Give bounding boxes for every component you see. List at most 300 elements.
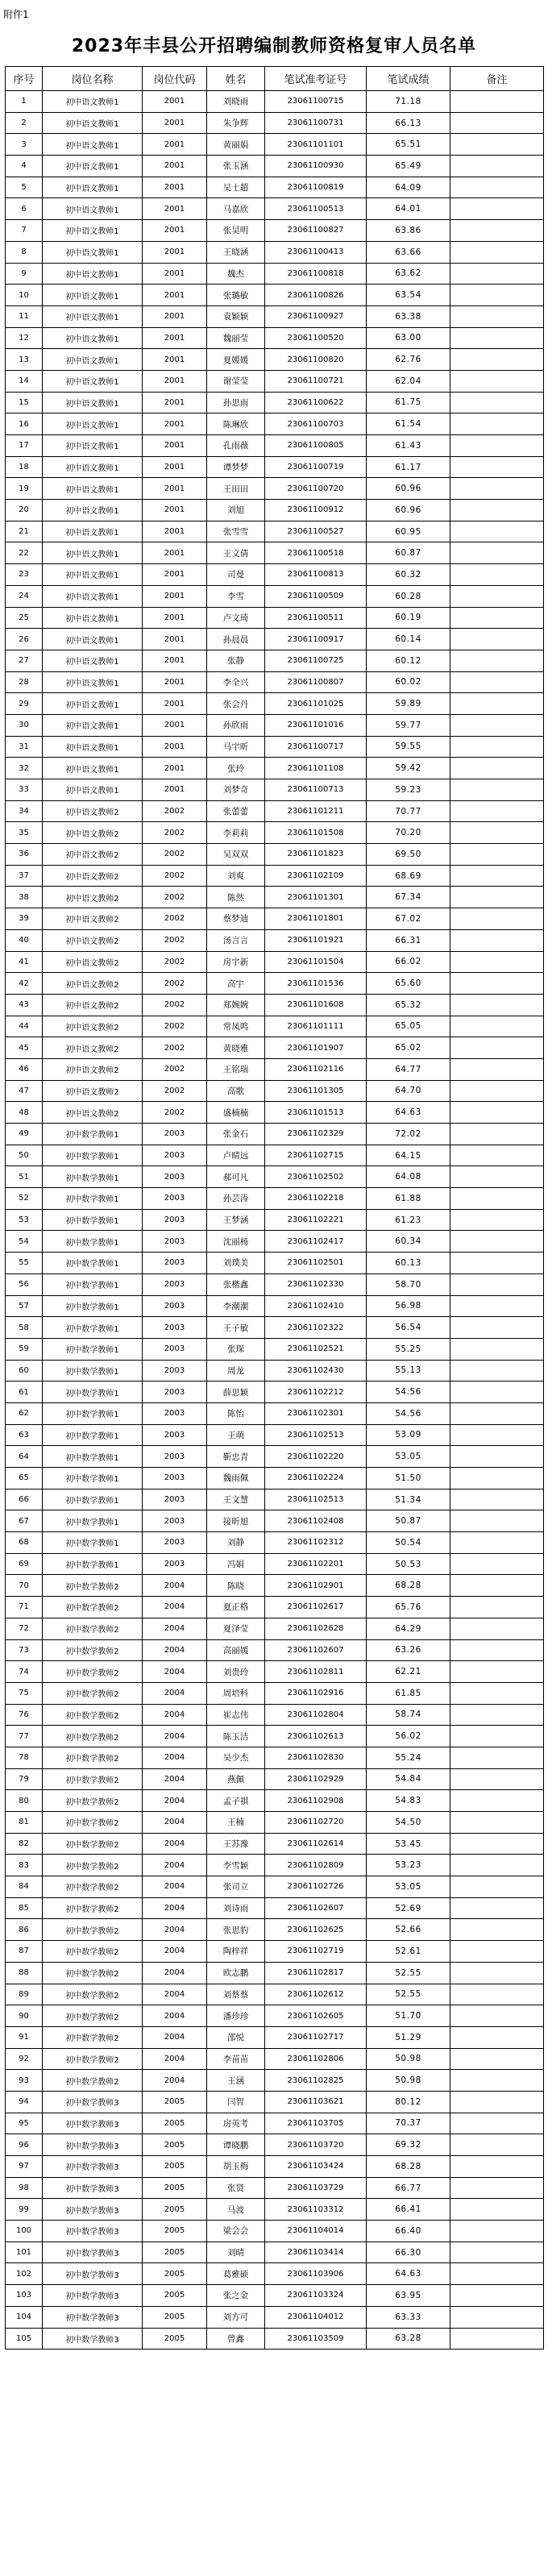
cell-name: 吴士超 bbox=[207, 177, 265, 198]
cell-position-code: 2001 bbox=[143, 779, 207, 801]
cell-remarks bbox=[450, 1704, 544, 1726]
cell-name: 张司立 bbox=[207, 1876, 265, 1898]
table-row bbox=[6, 650, 544, 671]
cell-position-code: 2004 bbox=[143, 1618, 207, 1639]
cell-exam-score: 64.70 bbox=[367, 1080, 450, 1102]
cell-remarks bbox=[450, 714, 544, 736]
cell-exam-ticket: 23061101025 bbox=[265, 693, 367, 715]
table-row bbox=[6, 1726, 544, 1747]
cell-remarks bbox=[450, 1124, 544, 1145]
table-row bbox=[6, 2263, 544, 2285]
cell-position-name: 初中数学教师3 bbox=[43, 2242, 143, 2263]
table-row bbox=[6, 521, 544, 542]
cell-name: 房英考 bbox=[207, 2113, 265, 2134]
cell-exam-score: 60.02 bbox=[367, 671, 450, 693]
cell-exam-score: 61.23 bbox=[367, 1209, 450, 1231]
cell-index: 94 bbox=[6, 2091, 43, 2113]
cell-index: 21 bbox=[6, 521, 43, 542]
cell-position-code: 2003 bbox=[143, 1402, 207, 1424]
cell-exam-score: 69.50 bbox=[367, 844, 450, 866]
cell-position-name: 初中数学教师2 bbox=[43, 1575, 143, 1597]
cell-remarks bbox=[450, 779, 544, 801]
cell-position-name: 初中数学教师1 bbox=[43, 1295, 143, 1317]
cell-index: 43 bbox=[6, 994, 43, 1016]
cell-name: 孟子祺 bbox=[207, 1790, 265, 1812]
cell-name: 魏丽莹 bbox=[207, 327, 265, 349]
table-row bbox=[6, 1295, 544, 1317]
cell-name: 胡玉梅 bbox=[207, 2156, 265, 2178]
cell-exam-score: 65.02 bbox=[367, 1037, 450, 1059]
cell-position-code: 2001 bbox=[143, 327, 207, 349]
cell-remarks bbox=[450, 1016, 544, 1037]
cell-exam-score: 65.51 bbox=[367, 134, 450, 156]
cell-exam-score: 60.32 bbox=[367, 564, 450, 586]
cell-position-name: 初中数学教师2 bbox=[43, 1984, 143, 2005]
cell-exam-ticket: 23061104014 bbox=[265, 2221, 367, 2242]
cell-index: 75 bbox=[6, 1682, 43, 1704]
table-row bbox=[6, 1124, 544, 1145]
cell-position-name: 初中语文教师1 bbox=[43, 392, 143, 413]
cell-name: 崔志伟 bbox=[207, 1704, 265, 1726]
cell-index: 60 bbox=[6, 1360, 43, 1381]
cell-index: 6 bbox=[6, 198, 43, 220]
cell-position-code: 2004 bbox=[143, 1768, 207, 1790]
table-row bbox=[6, 220, 544, 242]
table-row bbox=[6, 2005, 544, 2027]
table-row bbox=[6, 1360, 544, 1381]
cell-exam-score: 53.45 bbox=[367, 1833, 450, 1855]
cell-position-name: 初中数学教师2 bbox=[43, 2070, 143, 2092]
cell-position-code: 2002 bbox=[143, 908, 207, 930]
cell-remarks bbox=[450, 1597, 544, 1618]
cell-index: 89 bbox=[6, 1984, 43, 2005]
cell-position-code: 2002 bbox=[143, 865, 207, 887]
cell-position-name: 初中语文教师1 bbox=[43, 134, 143, 156]
cell-position-code: 2004 bbox=[143, 1812, 207, 1834]
cell-position-code: 2002 bbox=[143, 1058, 207, 1080]
cell-position-name: 初中数学教师3 bbox=[43, 2306, 143, 2328]
cell-exam-score: 52.55 bbox=[367, 1984, 450, 2005]
cell-position-name: 初中数学教师2 bbox=[43, 1790, 143, 1812]
table-body bbox=[6, 91, 544, 2350]
table-row bbox=[6, 908, 544, 930]
cell-exam-score: 59.42 bbox=[367, 758, 450, 779]
cell-exam-ticket: 23061100930 bbox=[265, 156, 367, 177]
cell-exam-ticket: 23061103705 bbox=[265, 2113, 367, 2134]
cell-remarks bbox=[450, 542, 544, 564]
cell-exam-ticket: 23061101513 bbox=[265, 1102, 367, 1124]
cell-exam-score: 60.96 bbox=[367, 478, 450, 500]
cell-exam-ticket: 23061102628 bbox=[265, 1618, 367, 1639]
cell-exam-ticket: 23061101907 bbox=[265, 1037, 367, 1059]
cell-position-code: 2003 bbox=[143, 1317, 207, 1339]
cell-position-name: 初中数学教师2 bbox=[43, 2026, 143, 2048]
cell-exam-ticket: 23061100518 bbox=[265, 542, 367, 564]
cell-remarks bbox=[450, 1941, 544, 1963]
cell-remarks bbox=[450, 908, 544, 930]
cell-remarks bbox=[450, 1510, 544, 1532]
table-row bbox=[6, 1510, 544, 1532]
cell-exam-ticket: 23061103312 bbox=[265, 2199, 367, 2221]
cell-name: 闫智 bbox=[207, 2091, 265, 2113]
cell-exam-score: 60.14 bbox=[367, 629, 450, 650]
cell-name: 刘璞美 bbox=[207, 1253, 265, 1274]
cell-name: 欧志鹏 bbox=[207, 1962, 265, 1984]
cell-position-code: 2004 bbox=[143, 2048, 207, 2070]
cell-exam-score: 63.86 bbox=[367, 220, 450, 242]
cell-exam-score: 54.50 bbox=[367, 1812, 450, 1834]
cell-position-code: 2001 bbox=[143, 134, 207, 156]
cell-exam-ticket: 23061102908 bbox=[265, 1790, 367, 1812]
cell-index: 61 bbox=[6, 1381, 43, 1403]
cell-exam-score: 62.76 bbox=[367, 349, 450, 371]
cell-index: 51 bbox=[6, 1166, 43, 1188]
table-row bbox=[6, 1855, 544, 1876]
cell-name: 李苗苗 bbox=[207, 2048, 265, 2070]
table-row bbox=[6, 736, 544, 758]
cell-remarks bbox=[450, 844, 544, 866]
cell-exam-ticket: 23061100509 bbox=[265, 585, 367, 607]
cell-index: 67 bbox=[6, 1510, 43, 1532]
cell-position-name: 初中语文教师1 bbox=[43, 585, 143, 607]
cell-position-code: 2005 bbox=[143, 2328, 207, 2350]
table-row bbox=[6, 887, 544, 908]
cell-position-name: 初中数学教师1 bbox=[43, 1446, 143, 1468]
cell-index: 84 bbox=[6, 1876, 43, 1898]
cell-position-code: 2001 bbox=[143, 693, 207, 715]
cell-index: 47 bbox=[6, 1080, 43, 1102]
cell-position-code: 2001 bbox=[143, 112, 207, 134]
cell-position-name: 初中语文教师1 bbox=[43, 327, 143, 349]
cell-exam-ticket: 23061102830 bbox=[265, 1747, 367, 1768]
cell-remarks bbox=[450, 736, 544, 758]
cell-index: 64 bbox=[6, 1446, 43, 1468]
cell-name: 接昕旭 bbox=[207, 1510, 265, 1532]
cell-exam-ticket: 23061103424 bbox=[265, 2156, 367, 2178]
cell-position-code: 2004 bbox=[143, 1747, 207, 1768]
cell-remarks bbox=[450, 865, 544, 887]
cell-position-name: 初中语文教师2 bbox=[43, 887, 143, 908]
header-exam-ticket: 笔试准考证号 bbox=[265, 67, 367, 91]
cell-position-name: 初中语文教师2 bbox=[43, 951, 143, 973]
cell-remarks bbox=[450, 1768, 544, 1790]
table-row bbox=[6, 2091, 544, 2113]
cell-exam-ticket: 23061102201 bbox=[265, 1553, 367, 1575]
cell-position-name: 初中数学教师2 bbox=[43, 1812, 143, 1834]
cell-position-code: 2003 bbox=[143, 1532, 207, 1554]
cell-exam-ticket: 23061100721 bbox=[265, 370, 367, 392]
cell-index: 71 bbox=[6, 1597, 43, 1618]
cell-remarks bbox=[450, 263, 544, 285]
cell-name: 刘晴 bbox=[207, 2242, 265, 2263]
cell-exam-score: 52.66 bbox=[367, 1919, 450, 1941]
cell-index: 80 bbox=[6, 1790, 43, 1812]
cell-name: 张玲 bbox=[207, 758, 265, 779]
cell-position-code: 2001 bbox=[143, 607, 207, 629]
cell-exam-score: 64.08 bbox=[367, 1166, 450, 1188]
cell-exam-ticket: 23061100511 bbox=[265, 607, 367, 629]
cell-position-name: 初中语文教师1 bbox=[43, 435, 143, 457]
cell-position-name: 初中语文教师2 bbox=[43, 822, 143, 844]
table-row bbox=[6, 2048, 544, 2070]
cell-name: 黄丽娟 bbox=[207, 134, 265, 156]
table-row bbox=[6, 585, 544, 607]
cell-exam-score: 61.75 bbox=[367, 392, 450, 413]
cell-name: 孙欣雨 bbox=[207, 714, 265, 736]
table-row bbox=[6, 1682, 544, 1704]
cell-exam-score: 53.23 bbox=[367, 1855, 450, 1876]
cell-name: 张玉涵 bbox=[207, 156, 265, 177]
cell-position-code: 2004 bbox=[143, 2070, 207, 2092]
cell-remarks bbox=[450, 758, 544, 779]
cell-position-code: 2005 bbox=[143, 2156, 207, 2178]
cell-remarks bbox=[450, 1682, 544, 1704]
cell-exam-score: 62.21 bbox=[367, 1661, 450, 1683]
cell-position-code: 2004 bbox=[143, 1790, 207, 1812]
cell-position-name: 初中数学教师1 bbox=[43, 1360, 143, 1381]
cell-exam-score: 56.98 bbox=[367, 1295, 450, 1317]
cell-exam-score: 50.53 bbox=[367, 1553, 450, 1575]
table-row bbox=[6, 1919, 544, 1941]
cell-name: 靳忠青 bbox=[207, 1446, 265, 1468]
cell-remarks bbox=[450, 1402, 544, 1424]
table-row bbox=[6, 500, 544, 521]
cell-remarks bbox=[450, 285, 544, 306]
table-row bbox=[6, 156, 544, 177]
cell-position-name: 初中语文教师1 bbox=[43, 370, 143, 392]
cell-position-code: 2002 bbox=[143, 1016, 207, 1037]
cell-index: 81 bbox=[6, 1812, 43, 1834]
cell-remarks bbox=[450, 2177, 544, 2199]
cell-name: 刘蔡蔡 bbox=[207, 1984, 265, 2005]
cell-name: 张金石 bbox=[207, 1124, 265, 1145]
cell-exam-ticket: 23061102513 bbox=[265, 1424, 367, 1446]
cell-name: 孙芸涛 bbox=[207, 1188, 265, 1210]
cell-position-name: 初中语文教师2 bbox=[43, 844, 143, 866]
cell-index: 69 bbox=[6, 1553, 43, 1575]
cell-exam-ticket: 23061101101 bbox=[265, 134, 367, 156]
cell-index: 70 bbox=[6, 1575, 43, 1597]
cell-remarks bbox=[450, 1532, 544, 1554]
cell-index: 45 bbox=[6, 1037, 43, 1059]
cell-index: 34 bbox=[6, 800, 43, 822]
cell-index: 91 bbox=[6, 2026, 43, 2048]
cell-name: 邵悦 bbox=[207, 2026, 265, 2048]
cell-name: 魏杰 bbox=[207, 263, 265, 285]
cell-index: 4 bbox=[6, 156, 43, 177]
table-row bbox=[6, 413, 544, 435]
cell-position-code: 2001 bbox=[143, 758, 207, 779]
cell-index: 65 bbox=[6, 1468, 43, 1490]
cell-remarks bbox=[450, 2005, 544, 2027]
cell-remarks bbox=[450, 2328, 544, 2350]
cell-index: 49 bbox=[6, 1124, 43, 1145]
table-row bbox=[6, 1812, 544, 1834]
table-row bbox=[6, 478, 544, 500]
cell-exam-score: 72.02 bbox=[367, 1124, 450, 1145]
cell-index: 96 bbox=[6, 2134, 43, 2156]
cell-position-name: 初中语文教师1 bbox=[43, 198, 143, 220]
table-row bbox=[6, 1489, 544, 1510]
cell-exam-ticket: 23061103729 bbox=[265, 2177, 367, 2199]
cell-exam-score: 67.02 bbox=[367, 908, 450, 930]
table-row bbox=[6, 241, 544, 263]
cell-index: 41 bbox=[6, 951, 43, 973]
cell-name: 夏正格 bbox=[207, 1597, 265, 1618]
table-row bbox=[6, 2156, 544, 2178]
table-row bbox=[6, 2070, 544, 2092]
cell-remarks bbox=[450, 2199, 544, 2221]
cell-position-name: 初中数学教师2 bbox=[43, 1704, 143, 1726]
cell-exam-ticket: 23061100827 bbox=[265, 220, 367, 242]
cell-position-code: 2003 bbox=[143, 1468, 207, 1490]
cell-exam-ticket: 23061101211 bbox=[265, 800, 367, 822]
cell-exam-score: 55.13 bbox=[367, 1360, 450, 1381]
cell-exam-score: 53.05 bbox=[367, 1446, 450, 1468]
cell-exam-ticket: 23061102116 bbox=[265, 1058, 367, 1080]
cell-index: 103 bbox=[6, 2285, 43, 2307]
cell-position-name: 初中数学教师3 bbox=[43, 2177, 143, 2199]
table-row bbox=[6, 2177, 544, 2199]
table-row bbox=[6, 564, 544, 586]
cell-index: 37 bbox=[6, 865, 43, 887]
cell-exam-score: 70.37 bbox=[367, 2113, 450, 2134]
cell-index: 92 bbox=[6, 2048, 43, 2070]
cell-position-code: 2005 bbox=[143, 2134, 207, 2156]
table-row bbox=[6, 2134, 544, 2156]
cell-exam-ticket: 23061102613 bbox=[265, 1726, 367, 1747]
cell-exam-score: 60.87 bbox=[367, 542, 450, 564]
cell-name: 李雪颖 bbox=[207, 1855, 265, 1876]
cell-remarks bbox=[450, 413, 544, 435]
cell-exam-ticket: 23061102916 bbox=[265, 1682, 367, 1704]
cell-index: 52 bbox=[6, 1188, 43, 1210]
cell-position-name: 初中数学教师3 bbox=[43, 2263, 143, 2285]
cell-exam-ticket: 23061101016 bbox=[265, 714, 367, 736]
cell-exam-ticket: 23061100819 bbox=[265, 177, 367, 198]
page-title: 2023年丰县公开招聘编制教师资格复审人员名单 bbox=[71, 36, 477, 56]
cell-name: 蔡梦迪 bbox=[207, 908, 265, 930]
cell-name: 张蕾蕾 bbox=[207, 800, 265, 822]
cell-position-name: 初中语文教师2 bbox=[43, 1102, 143, 1124]
cell-position-name: 初中数学教师2 bbox=[43, 1919, 143, 1941]
table-header-row bbox=[6, 67, 544, 91]
table-row bbox=[6, 1639, 544, 1661]
cell-position-name: 初中语文教师2 bbox=[43, 908, 143, 930]
cell-position-name: 初中语文教师1 bbox=[43, 156, 143, 177]
cell-index: 1 bbox=[6, 91, 43, 113]
table-row bbox=[6, 2221, 544, 2242]
cell-exam-ticket: 23061100731 bbox=[265, 112, 367, 134]
table-row bbox=[6, 929, 544, 951]
cell-position-name: 初中数学教师1 bbox=[43, 1424, 143, 1446]
table-row bbox=[6, 1273, 544, 1295]
cell-name: 葛雅硕 bbox=[207, 2263, 265, 2285]
cell-exam-score: 60.12 bbox=[367, 650, 450, 671]
cell-exam-ticket: 23061103414 bbox=[265, 2242, 367, 2263]
cell-index: 2 bbox=[6, 112, 43, 134]
cell-name: 王梦涵 bbox=[207, 1209, 265, 1231]
cell-exam-score: 64.09 bbox=[367, 177, 450, 198]
cell-remarks bbox=[450, 671, 544, 693]
cell-position-code: 2005 bbox=[143, 2199, 207, 2221]
cell-remarks bbox=[450, 91, 544, 113]
cell-remarks bbox=[450, 1639, 544, 1661]
cell-exam-ticket: 23061100813 bbox=[265, 564, 367, 586]
cell-name: 李全兴 bbox=[207, 671, 265, 693]
table-row bbox=[6, 865, 544, 887]
cell-position-code: 2003 bbox=[143, 1553, 207, 1575]
cell-exam-ticket: 23061102109 bbox=[265, 865, 367, 887]
cell-exam-score: 63.95 bbox=[367, 2285, 450, 2307]
cell-exam-score: 65.60 bbox=[367, 973, 450, 995]
table-row bbox=[6, 822, 544, 844]
cell-position-code: 2005 bbox=[143, 2306, 207, 2328]
cell-index: 29 bbox=[6, 693, 43, 715]
cell-position-code: 2005 bbox=[143, 2113, 207, 2134]
cell-position-code: 2003 bbox=[143, 1489, 207, 1510]
cell-exam-ticket: 23061102430 bbox=[265, 1360, 367, 1381]
cell-position-name: 初中语文教师2 bbox=[43, 994, 143, 1016]
cell-exam-ticket: 23061100927 bbox=[265, 305, 367, 327]
cell-remarks bbox=[450, 1984, 544, 2005]
cell-position-name: 初中语文教师1 bbox=[43, 714, 143, 736]
cell-exam-ticket: 23061101504 bbox=[265, 951, 367, 973]
cell-exam-score: 66.41 bbox=[367, 2199, 450, 2221]
cell-index: 72 bbox=[6, 1618, 43, 1639]
cell-position-code: 2003 bbox=[143, 1510, 207, 1532]
cell-exam-ticket: 23061102224 bbox=[265, 1468, 367, 1490]
cell-remarks bbox=[450, 1381, 544, 1403]
cell-remarks bbox=[450, 2242, 544, 2263]
cell-exam-ticket: 23061101823 bbox=[265, 844, 367, 866]
cell-name: 马宇昕 bbox=[207, 736, 265, 758]
cell-name: 王涵 bbox=[207, 2070, 265, 2092]
cell-index: 55 bbox=[6, 1253, 43, 1274]
cell-index: 19 bbox=[6, 478, 43, 500]
cell-name: 陈玉洁 bbox=[207, 1726, 265, 1747]
cell-exam-score: 68.28 bbox=[367, 1575, 450, 1597]
cell-position-code: 2001 bbox=[143, 156, 207, 177]
table-row bbox=[6, 1209, 544, 1231]
cell-position-code: 2001 bbox=[143, 263, 207, 285]
cell-index: 76 bbox=[6, 1704, 43, 1726]
table-row bbox=[6, 1768, 544, 1790]
table-row bbox=[6, 1468, 544, 1490]
cell-name: 李雪 bbox=[207, 585, 265, 607]
cell-name: 夏泽莹 bbox=[207, 1618, 265, 1639]
cell-position-name: 初中数学教师1 bbox=[43, 1124, 143, 1145]
cell-index: 14 bbox=[6, 370, 43, 392]
cell-position-name: 初中语文教师2 bbox=[43, 973, 143, 995]
cell-exam-score: 68.69 bbox=[367, 865, 450, 887]
cell-exam-ticket: 23061102221 bbox=[265, 1209, 367, 1231]
cell-position-code: 2003 bbox=[143, 1124, 207, 1145]
cell-index: 66 bbox=[6, 1489, 43, 1510]
cell-name: 谭晓鹏 bbox=[207, 2134, 265, 2156]
table-row bbox=[6, 542, 544, 564]
cell-exam-ticket: 23061102809 bbox=[265, 1855, 367, 1876]
cell-remarks bbox=[450, 1209, 544, 1231]
cell-remarks bbox=[450, 1489, 544, 1510]
cell-exam-ticket: 23061102312 bbox=[265, 1532, 367, 1554]
cell-index: 33 bbox=[6, 779, 43, 801]
cell-position-code: 2001 bbox=[143, 564, 207, 586]
cell-remarks bbox=[450, 1317, 544, 1339]
cell-position-name: 初中数学教师2 bbox=[43, 1876, 143, 1898]
cell-exam-score: 58.70 bbox=[367, 1273, 450, 1295]
cell-exam-ticket: 23061102501 bbox=[265, 1253, 367, 1274]
